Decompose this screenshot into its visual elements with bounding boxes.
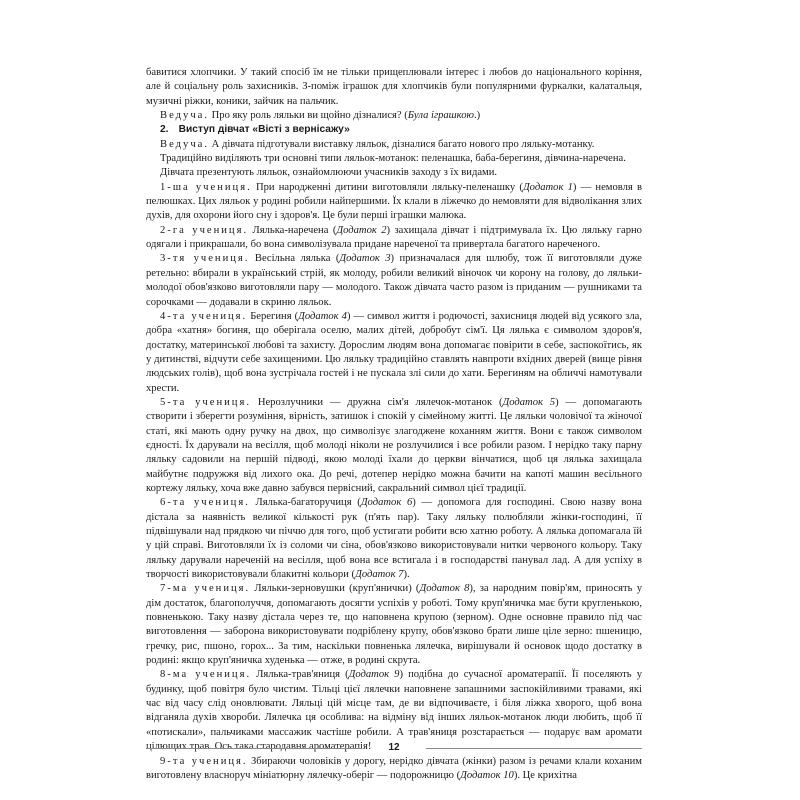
paragraph — [146, 252, 642, 309]
paragraph — [146, 66, 642, 109]
italic-reference: Додаток 5 — [502, 396, 556, 408]
paragraph-text: Збираючи чоловіків у дорогу, нерідко дівчата (жінки) разом із речами клали коханим виготовлену власноруч мініатюрну лялечку-оберіг — подорожницю ( — [146, 755, 643, 781]
speaker-label: 8-ма учениця. — [160, 669, 252, 681]
paragraph — [146, 181, 642, 224]
paragraph-text: Ляльки-зерновушки (круп'янички) ( — [250, 583, 420, 595]
paragraph — [146, 310, 642, 396]
paragraph-text: ) — допомога для господині. Свою назву вона дістала за наявність великої кількості рук (п'ять пар). Таку ляльку полюбляли жінки-господині, її підвішували над прядкою чи піччю для того, щоб устигати робити всю хатню роботу. А лялька допомагала їй у цій справі. Виготовляли їх із соломи чи сіна, обов'язково використовували нитки червоного кольору. Таку ляльку дарували нареченій на весілля, щоб вона все встигала і в господарстві панувал лад. А для успіху в творчості використовували блакитні кольори ( — [146, 497, 642, 581]
paragraph — [146, 224, 642, 253]
paragraph-text: Лялька-трав'яниця ( — [251, 669, 349, 681]
paragraph — [146, 582, 642, 668]
italic-reference: Додаток 7 — [355, 569, 404, 581]
paragraph-text: ). Це крихітна — [513, 769, 577, 781]
paragraph — [146, 109, 642, 123]
paragraph-text: Лялька-наречена ( — [248, 224, 337, 236]
speaker-label: Ведуча. — [160, 138, 209, 150]
speaker-label: 6-та учениця. — [160, 497, 250, 509]
paragraph — [146, 755, 642, 784]
paragraph-text: Дівчата презентують ляльок, ознайомлюючи учасників заходу з їх видами. — [160, 167, 498, 179]
paragraph-text: ) призначалася для шлюбу, тож її виготовляли дуже ретельно: вбирали в український стрій, як молоду, робили великий віночок чи корону на голову, до ляльки-молодої обов'язково виготовляли пару — молодого. Також дівчата часто разом із приданим — рушниками та сорочками — додавали в скриню ляльок. — [146, 253, 642, 308]
paragraph-text: Берегиня ( — [247, 310, 299, 322]
text-body — [146, 66, 642, 783]
speaker-label: 7-ма учениця. — [160, 583, 251, 595]
italic-reference: Додаток 6 — [360, 497, 413, 509]
italic-reference: Додаток 1 — [522, 181, 573, 193]
paragraph-text: ), за народним повір'ям, приносять у дім достаток, благополуччя, допомагають досягти успіхів у роботі. Тому круп'яничка має бути кругленькою, повненькою. Таку назву дістала через те, що наповнена крупою (зерном). Одне основне правило під час виготовлення — заборона використовувати подріблену крупу, обов'язково брати лише ціле зерно: пшеницю, гречку, рис, пшоно, горох... За тим, наскільки повненька лялечка, вирішували й основок щодо достатку в родині: якщо круп'яничка худенька — отже, в родині скрута. — [146, 583, 642, 667]
footer-rule-right — [426, 748, 642, 749]
paragraph-text: Про яку роль ляльки ви щойно дізналися? ( — [209, 110, 408, 122]
italic-reference: Була іграшкою — [407, 110, 474, 122]
paragraph-text: ) — немовля в пелюшках. Цих ляльок у родині робили найпершими. Їх клали в ліжечко до немовляти для відволікання злих духів, для охорони його сну і здоров'я. Це були перші іграшки малюка. — [146, 181, 642, 222]
speaker-label: Ведуча. — [160, 110, 209, 122]
page-footer — [146, 742, 642, 756]
paragraph — [146, 396, 642, 496]
paragraph — [146, 138, 642, 152]
page-number: 12 — [388, 742, 400, 753]
paragraph-text: ) подібна до сучасної ароматерапії. Її поселяють у будинку, щоб повітря було чистим. Тільці цієї лялечки наповнене запашними заспокійливими травами, які час від часу слід оновлювати. Ляльці цій місце там, де ви відпочиваєте, і біля ліжка хворого, щоб вона відганяла духів хвороби. Лялечка ця особлива: на відміну від інших ляльок-мотанок люди любить, щоб її «потискали», пальчиками массажик частіше робили. А трав'яниця розстарається — подарує вам аромати цілющих трав. Ось така стародавня ароматерапія! — [146, 669, 643, 753]
italic-reference: Додаток 10 — [460, 769, 514, 781]
speaker-label: 5-та учениця. — [160, 396, 251, 408]
speaker-label: 1-ша учениця. — [160, 181, 252, 193]
paragraph — [146, 496, 642, 582]
italic-reference: Додаток 8 — [419, 583, 470, 595]
paragraph — [146, 152, 642, 166]
paragraph-text: Нерозлучники — дружна сім'я лялечок-мотанок ( — [250, 396, 503, 408]
paragraph-text: Лялька-багаторучиця ( — [249, 497, 361, 509]
paragraph-text: ) — допомагають створити і зберегти розуміння, вірність, затишок і спокій у сімейному житті. Це ляльки чоловічої та жіночої статі, які мають одну ручку на двох, що символізує злагоджене коханням життя. Вони є також символом єдності. Їх дарували на весілля, щоб молоді ніколи не розлучилися і все робили разом. І нерідко таку парну ляльку садовили на першій підводі, якою молоді їхали до церкви вінчатися, щоб ця лялька захищала майбутнє подружжя від лихого ока. До речі, дотепер нерідко можна бачити на капоті машин весільного кортежу ляльку, хоча вже давно забувся первісний, сакральний символ цієї традиції. — [146, 396, 642, 494]
speaker-label: 2-га учениця. — [160, 224, 249, 236]
paragraph-text: Традиційно виділяють три основні типи ляльок-мотанок: пеленашка, баба-берегиня, дівчина-наречена. — [160, 153, 626, 165]
italic-reference: Додаток 9 — [348, 669, 400, 681]
speaker-label: 4-та учениця. — [160, 310, 248, 322]
paragraph-text: .) — [474, 110, 481, 122]
paragraph-text: При народженні дитини виготовляли ляльку-пеленашку ( — [251, 181, 523, 193]
speaker-label: 3-тя учениця. — [160, 253, 250, 265]
italic-reference: Додаток 4 — [298, 310, 347, 322]
italic-reference: Додаток 3 — [339, 253, 391, 265]
paragraph-text: ). — [403, 569, 410, 581]
section-heading: 2. Виступ дівчат «Вісті з вернісажу» — [160, 124, 350, 136]
speaker-label: 9-та учениця. — [160, 755, 248, 767]
paragraph-text: Весільна лялька ( — [249, 253, 340, 265]
paragraph-text: ) — символ життя і родючості, захисниця людей від усякого зла, добра «хатня» богиня, що оберігала оселю, малих дітей, добробут сім'ї. Ця лялька є символом здоров'я, достатку, материнської любові та захисту. Дорослим людям вона допомагає повірити в себе, заспокоїтись, як у дитинстві, відчути себе захищеними. Цю ляльку традиційно ставлять навпроти вхідних дверей (вище рівня людських голів), щоб вона зустрічала гостей і не пускала злі сили до хати. Берегиням на обличчі намотували хрести. — [146, 310, 642, 394]
italic-reference: Додаток 2 — [336, 224, 387, 236]
paragraph-text: ) захищала дівчат і підтримувала їх. Цю ляльку гарно одягали і прикрашали, бо вона символізувала придане нареченої та привертала багатого нареченого. — [146, 224, 642, 251]
paragraph-text: бавитися хлопчики. У такий спосіб їм не тільки прищеплювали інтерес і любов до національного коріння, але й соціальну роль захисників. З-поміж іграшок для хлопчиків були популярними фуркалки, калатальця, музичні ріжки, коники, зайчик на пальчик. — [146, 67, 642, 107]
paragraph — [146, 166, 642, 180]
paragraph-text: А дівчата підготували виставку ляльок, дізналися багато нового про ляльку-мотанку. — [209, 138, 595, 150]
